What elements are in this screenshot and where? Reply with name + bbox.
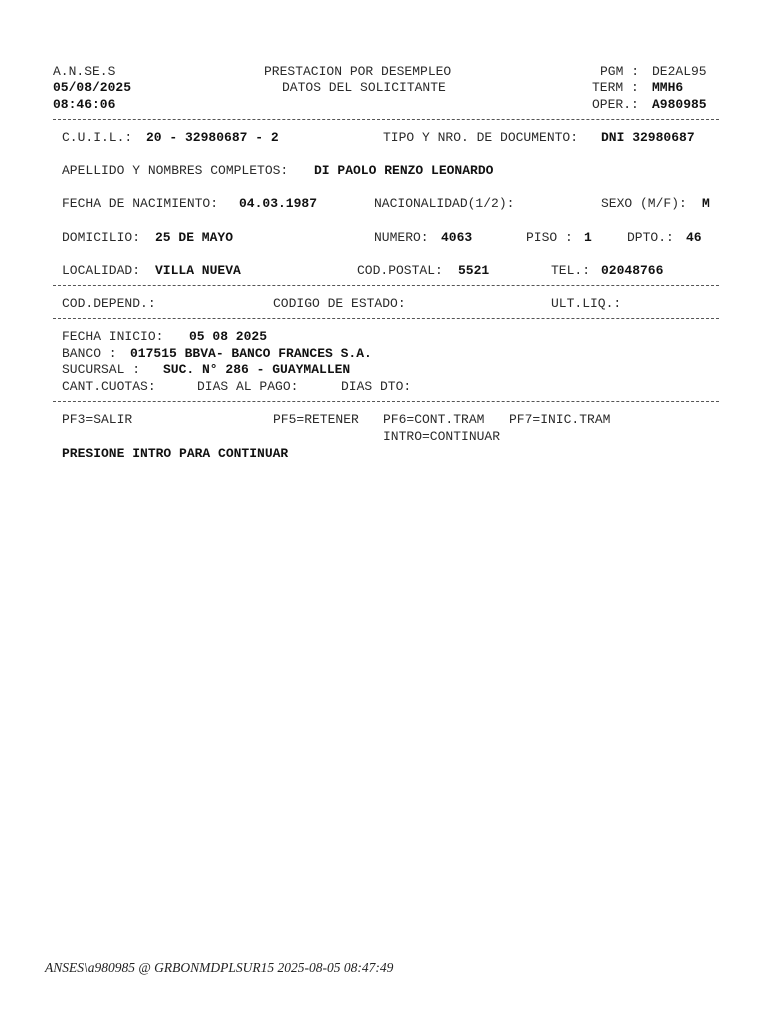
pf6-continue-procedure-key[interactable]: PF6=CONT.TRAM (383, 412, 485, 427)
address-label: DOMICILIO: (62, 230, 141, 245)
last-liquidation-label: ULT.LIQ.: (551, 296, 622, 311)
term-label: TERM : (592, 80, 639, 95)
pgm-label: PGM : (600, 64, 640, 79)
postal-code-label: COD.POSTAL: (357, 263, 443, 278)
enter-continue-key[interactable]: INTRO=CONTINUAR (383, 429, 501, 444)
discount-days-label: DIAS DTO: (341, 379, 412, 394)
pf3-exit-key[interactable]: PF3=SALIR (62, 412, 133, 427)
phone-value: 02048766 (601, 263, 664, 278)
bank-value: 017515 BBVA- BANCO FRANCES S.A. (130, 346, 372, 361)
sex-label: SEXO (M/F): (601, 196, 687, 211)
separator-line (53, 318, 719, 319)
floor-label: PISO : (526, 230, 573, 245)
branch-label: SUCURSAL : (62, 362, 141, 377)
start-date-label: FECHA INICIO: (62, 329, 164, 344)
header-date: 05/08/2025 (53, 80, 132, 95)
birth-date-value: 04.03.1987 (239, 196, 318, 211)
org-name: A.N.SE.S (53, 64, 116, 79)
start-date-value: 05 08 2025 (189, 329, 268, 344)
apartment-value: 46 (686, 230, 702, 245)
phone-label: TEL.: (551, 263, 591, 278)
postal-code-value: 5521 (458, 263, 490, 278)
apartment-label: DPTO.: (627, 230, 674, 245)
oper-label: OPER.: (592, 97, 639, 112)
header-time: 08:46:06 (53, 97, 116, 112)
locality-value: VILLA NUEVA (155, 263, 241, 278)
full-name-label: APELLIDO Y NOMBRES COMPLETOS: (62, 163, 289, 178)
birth-date-label: FECHA DE NACIMIENTO: (62, 196, 219, 211)
document-label: TIPO Y NRO. DE DOCUMENTO: (383, 130, 579, 145)
nationality-label: NACIONALIDAD(1/2): (374, 196, 515, 211)
pgm-value: DE2AL95 (652, 64, 707, 79)
oper-value: A980985 (652, 97, 707, 112)
address-value: 25 DE MAYO (155, 230, 234, 245)
installments-label: CANT.CUOTAS: (62, 379, 156, 394)
pf5-retain-key[interactable]: PF5=RETENER (273, 412, 359, 427)
pf7-start-procedure-key[interactable]: PF7=INIC.TRAM (509, 412, 611, 427)
separator-line (53, 119, 719, 120)
full-name-value: DI PAOLO RENZO LEONARDO (314, 163, 494, 178)
floor-value: 1 (584, 230, 592, 245)
term-value: MMH6 (652, 80, 684, 95)
session-footer: ANSES\a980985 @ GRBONMDPLSUR15 2025-08-05 08:47:49 (45, 960, 394, 975)
cuil-value: 20 - 32980687 - 2 (146, 130, 279, 145)
branch-value: SUC. N° 286 - GUAYMALLEN (163, 362, 351, 377)
separator-line (53, 285, 719, 286)
days-to-payment-label: DIAS AL PAGO: (197, 379, 299, 394)
sex-value: M (702, 196, 710, 211)
bank-label: BANCO : (62, 346, 117, 361)
locality-label: LOCALIDAD: (62, 263, 141, 278)
screen-title: PRESTACION POR DESEMPLEO (264, 64, 452, 79)
state-code-label: CODIGO DE ESTADO: (273, 296, 406, 311)
cuil-label: C.U.I.L.: (62, 130, 133, 145)
screen-subtitle: DATOS DEL SOLICITANTE (282, 80, 446, 95)
document-value: DNI 32980687 (601, 130, 695, 145)
street-number-value: 4063 (441, 230, 473, 245)
street-number-label: NUMERO: (374, 230, 429, 245)
continue-prompt: PRESIONE INTRO PARA CONTINUAR (62, 446, 289, 461)
dependency-code-label: COD.DEPEND.: (62, 296, 156, 311)
separator-line (53, 401, 719, 402)
